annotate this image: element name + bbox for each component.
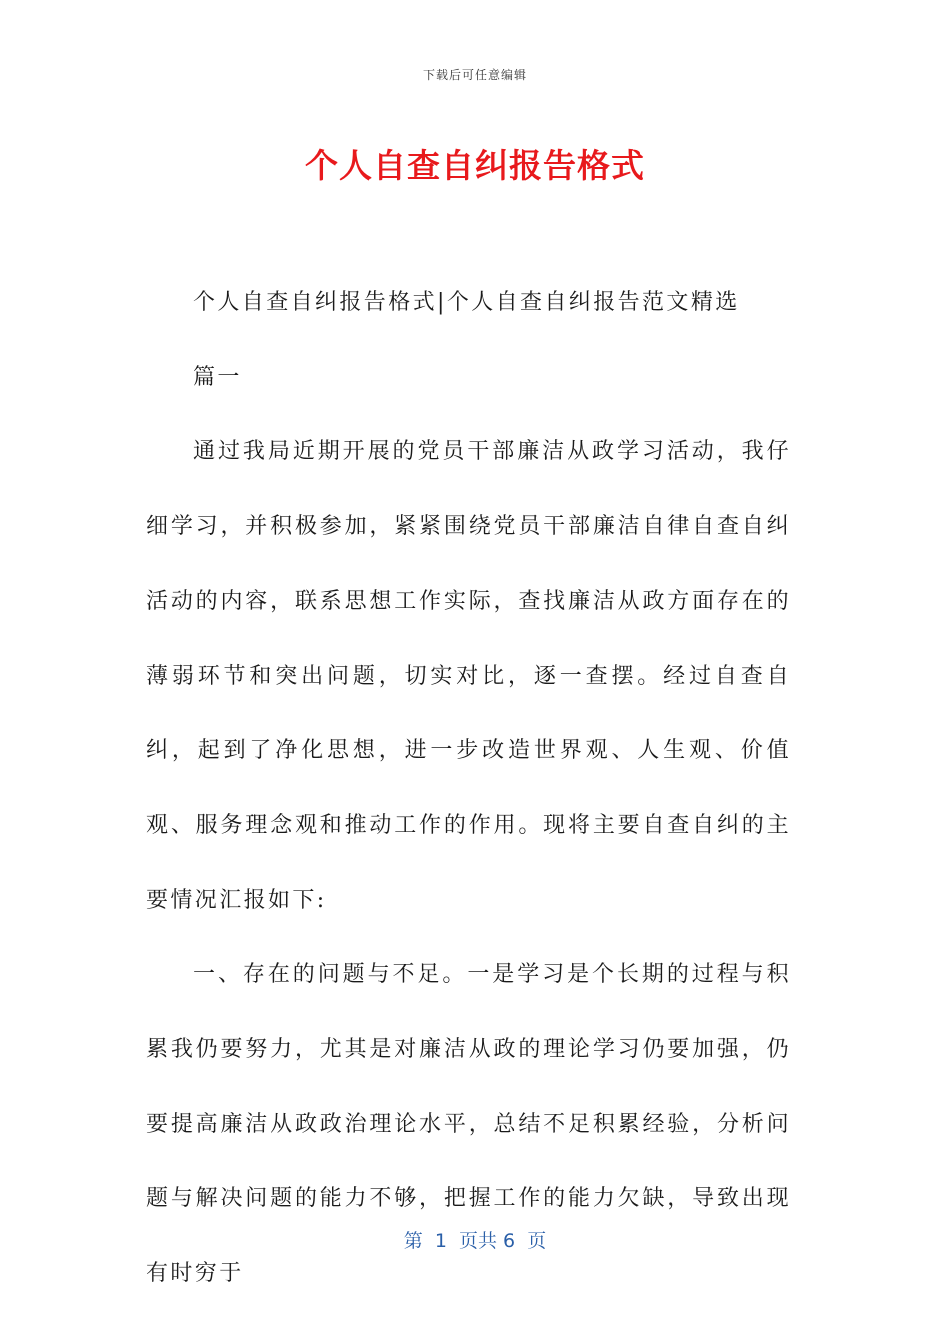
subtitle-paragraph: 个人自查自纠报告格式|个人自查自纠报告范文精选 [193, 290, 740, 315]
document-body [146, 266, 791, 1312]
body-paragraph: 通过我局近期开展的党员干部廉洁从政学习活动，我仔细学习，并积极参加，紧紧围绕党员干部廉洁自律自查自纠活动的内容，联系思想工作实际，查找廉洁从政方面存在的薄弱环节和突出问题，切实对比，逐一查摆。经过自查自纠，起到了净化思想，进一步改造世界观、人生观、价值观、服务理念观和推动工作的作用。现将主要自查自纠的主要情况汇报如下: [146, 439, 791, 913]
page-number: 第 1 页共 6 页 [403, 1230, 547, 1252]
document-title: 个人自查自纠报告格式 [305, 146, 645, 185]
section-heading: 篇一 [193, 364, 242, 390]
header-note: 下载后可任意编辑 [422, 68, 527, 82]
body-paragraph: 一、存在的问题与不足。一是学习是个长期的过程与积累我仍要努力，尤其是对廉洁从政的理论学习仍要加强，仍要提高廉洁从政政治理论水平，总结不足积累经验，分析问题与解决问题的能力不够，把握工作的能力欠缺，导致出现有时穷于 [146, 962, 791, 1287]
